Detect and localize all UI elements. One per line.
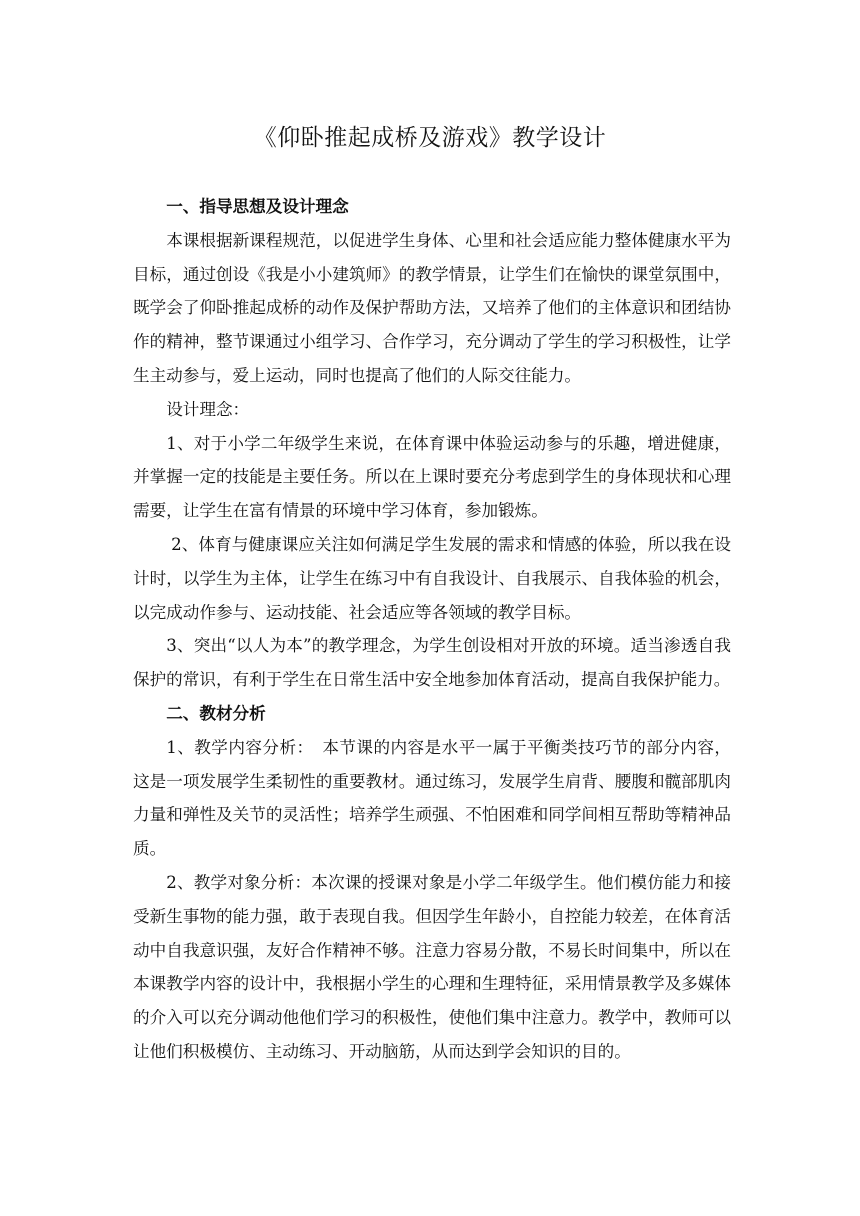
- paragraph-intro: 本课根据新课程规范，以促进学生身体、心里和社会适应能力整体健康水平为目标，通过创设《我是小小建筑师》的教学情景，让学生们在愉快的课堂氛围中，既学会了仰卧推起成桥的动作及保护帮助方法，又培养了他们的主体意识和团结协作的精神，整节课通过小组学习、合作学习，充分调动了学生的学习积极性，让学生主动参与，爱上运动，同时也提高了他们的人际交往能力。: [133, 230, 731, 385]
- design-concept-point-3: 3、突出“以人为本”的教学理念，为学生创设相对开放的环境。适当渗透自我保护的常识，有利于学生在日常生活中安全地参加体育活动，提高自我保护能力。: [133, 636, 731, 690]
- document-body: [133, 190, 731, 1069]
- design-concept-point-1: 1、对于小学二年级学生来说，在体育课中体验运动参与的乐趣，增进健康，并掌握一定的技能是主要任务。所以在上课时要充分考虑到学生的身体现状和心理需要，让学生在富有情景的环境中学习体育，参加锻炼。: [133, 433, 731, 521]
- material-analysis-point-2: 2、教学对象分析：本次课的授课对象是小学二年级学生。他们模仿能力和接受新生事物的能力强，敢于表现自我。但因学生年龄小，自控能力较差，在体育活动中自我意识强，友好合作精神不够。注意力容易分散，不易长时间集中，所以在本课教学内容的设计中，我根据小学生的心理和生理特征，采用情景教学及多媒体的介入可以充分调动他他们学习的积极性，使他们集中注意力。教学中，教师可以让他们积极模仿、主动练习、开动脑筋，从而达到学会知识的目的。: [133, 872, 731, 1061]
- section-heading-guiding-ideology: 一、指导思想及设计理念: [166, 197, 349, 216]
- section-heading-material-analysis: 二、教材分析: [166, 703, 266, 723]
- material-analysis-point-1: 1、教学内容分析： 本节课的内容是水平一属于平衡类技巧节的部分内容，这是一项发展学生柔韧性的重要教材。通过练习，发展学生肩背、腰腹和髋部肌肉力量和弹性及关节的灵活性；培养学生顽强、不怕困难和同学间相互帮助等精神品质。: [133, 737, 731, 859]
- design-concept-label: 设计理念：: [166, 399, 250, 419]
- document-title: 《仰卧推起成桥及游戏》教学设计: [253, 125, 607, 151]
- design-concept-point-2: 2、体育与健康课应关注如何满足学生发展的需求和情感的体验，所以我在设计时，以学生为主体，让学生在练习中有自我设计、自我展示、自我体验的机会，以完成动作参与、运动技能、社会适应等各领域的教学目标。: [133, 534, 731, 622]
